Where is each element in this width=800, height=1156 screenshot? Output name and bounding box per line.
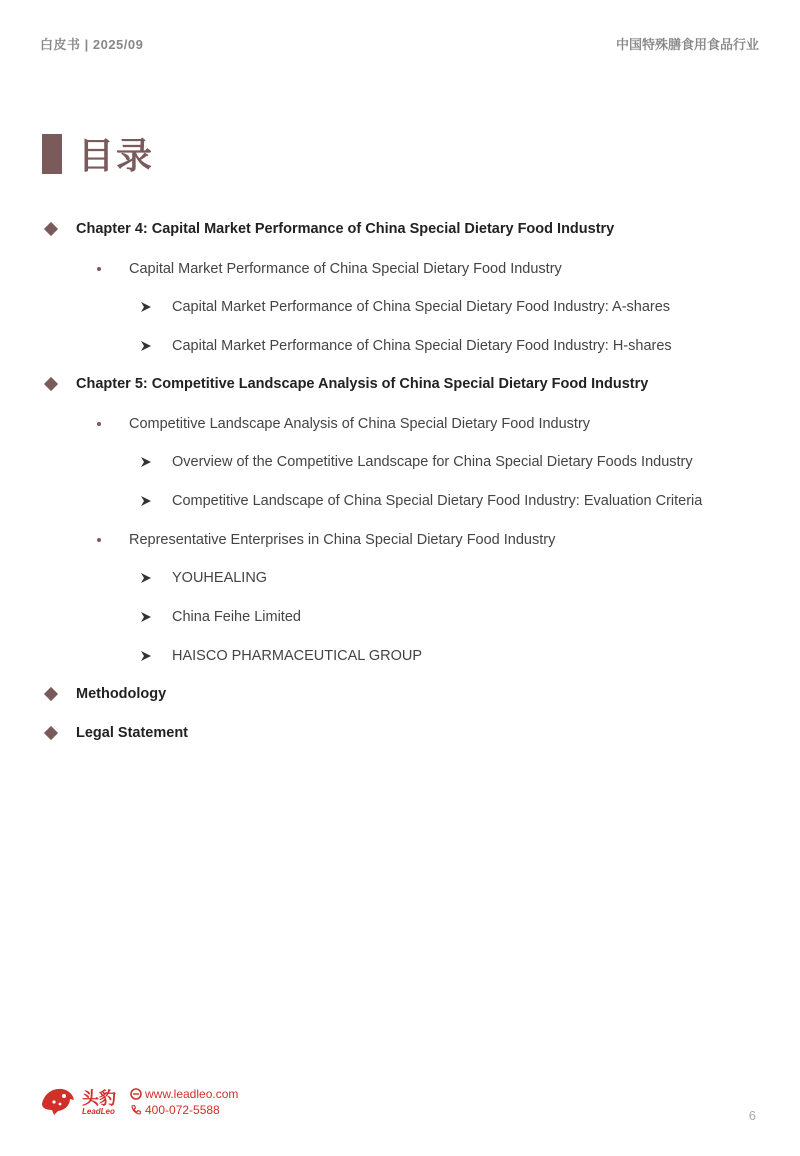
toc-item-text: Methodology — [76, 686, 167, 702]
toc-item[interactable] — [97, 416, 590, 432]
toc-item-text: Competitive Landscape Analysis of China Special Dietary Food Industry — [129, 416, 591, 432]
toc-item-text: Capital Market Performance of China Special Dietary Food Industry: A-shares — [172, 299, 671, 315]
phone-line — [130, 1102, 238, 1118]
leadleo-logo[interactable] — [40, 1084, 116, 1116]
toc-item[interactable] — [140, 570, 267, 586]
toc-item[interactable] — [97, 261, 562, 277]
toc-item[interactable] — [44, 686, 166, 702]
toc-item[interactable] — [140, 609, 301, 625]
arrowhead-bullet-icon — [140, 301, 152, 313]
toc-item[interactable] — [140, 648, 422, 664]
diamond-bullet-icon — [44, 687, 58, 701]
header-right: 中国特殊膳食用食品行业 — [615, 37, 759, 52]
e-logo-icon — [130, 1088, 142, 1100]
dot-bullet-icon — [97, 422, 101, 426]
title-accent-bar — [42, 134, 62, 174]
toc-item-text: Chapter 4: Capital Market Performance of China Special Dietary Food Industry — [76, 221, 615, 237]
leopard-icon — [40, 1084, 76, 1116]
diamond-bullet-icon — [44, 726, 58, 740]
page-title: 目录 — [78, 136, 155, 177]
toc-item[interactable] — [140, 493, 702, 509]
toc-item-text: Capital Market Performance of China Special Dietary Food Industry: H-shares — [172, 338, 672, 354]
toc-item-text: Chapter 5: Competitive Landscape Analysis of China Special Dietary Food Industry — [76, 376, 649, 392]
toc-item[interactable] — [44, 725, 188, 741]
toc-item-text: Representative Enterprises in China Special Dietary Food Industry — [129, 532, 556, 548]
toc-item-text: YOUHEALING — [172, 570, 268, 586]
brand-name-en: LeadLeo — [82, 1107, 115, 1116]
arrowhead-bullet-icon — [140, 650, 152, 662]
toc-item-text: HAISCO PHARMACEUTICAL GROUP — [172, 648, 423, 664]
arrowhead-bullet-icon — [140, 611, 152, 623]
website-link[interactable]: www.leadleo.com — [145, 1087, 239, 1101]
footer-contact — [130, 1086, 238, 1118]
diamond-bullet-icon — [44, 222, 58, 236]
phone-icon — [130, 1104, 142, 1116]
brand-name-cn: 头豹 — [82, 1089, 116, 1109]
dot-bullet-icon — [97, 538, 101, 542]
toc-item-text: Competitive Landscape of China Special Dietary Food Industry: Evaluation Criteria — [172, 493, 703, 509]
arrowhead-bullet-icon — [140, 495, 152, 507]
toc-item-text: Capital Market Performance of China Special Dietary Food Industry — [129, 261, 562, 277]
dot-bullet-icon — [97, 267, 101, 271]
arrowhead-bullet-icon — [140, 456, 152, 468]
toc-item[interactable] — [140, 338, 672, 354]
website-line — [130, 1086, 238, 1102]
toc-item[interactable] — [140, 299, 670, 315]
page-number: 6 — [748, 1108, 756, 1123]
toc-item-text: Overview of the Competitive Landscape for China Special Dietary Foods Industry — [172, 454, 693, 470]
arrowhead-bullet-icon — [140, 572, 152, 584]
header-left: 白皮书 | 2025/09 — [40, 37, 144, 52]
diamond-bullet-icon — [44, 377, 58, 391]
phone-number: 400-072-5588 — [145, 1103, 220, 1117]
toc-item[interactable] — [44, 221, 614, 237]
arrowhead-bullet-icon — [140, 340, 152, 352]
toc-title — [42, 128, 154, 179]
toc-item[interactable] — [140, 454, 693, 470]
toc-item[interactable] — [44, 376, 648, 392]
toc-item-text: China Feihe Limited — [172, 609, 301, 625]
toc-item[interactable] — [97, 532, 555, 548]
toc-item-text: Legal Statement — [76, 725, 188, 741]
